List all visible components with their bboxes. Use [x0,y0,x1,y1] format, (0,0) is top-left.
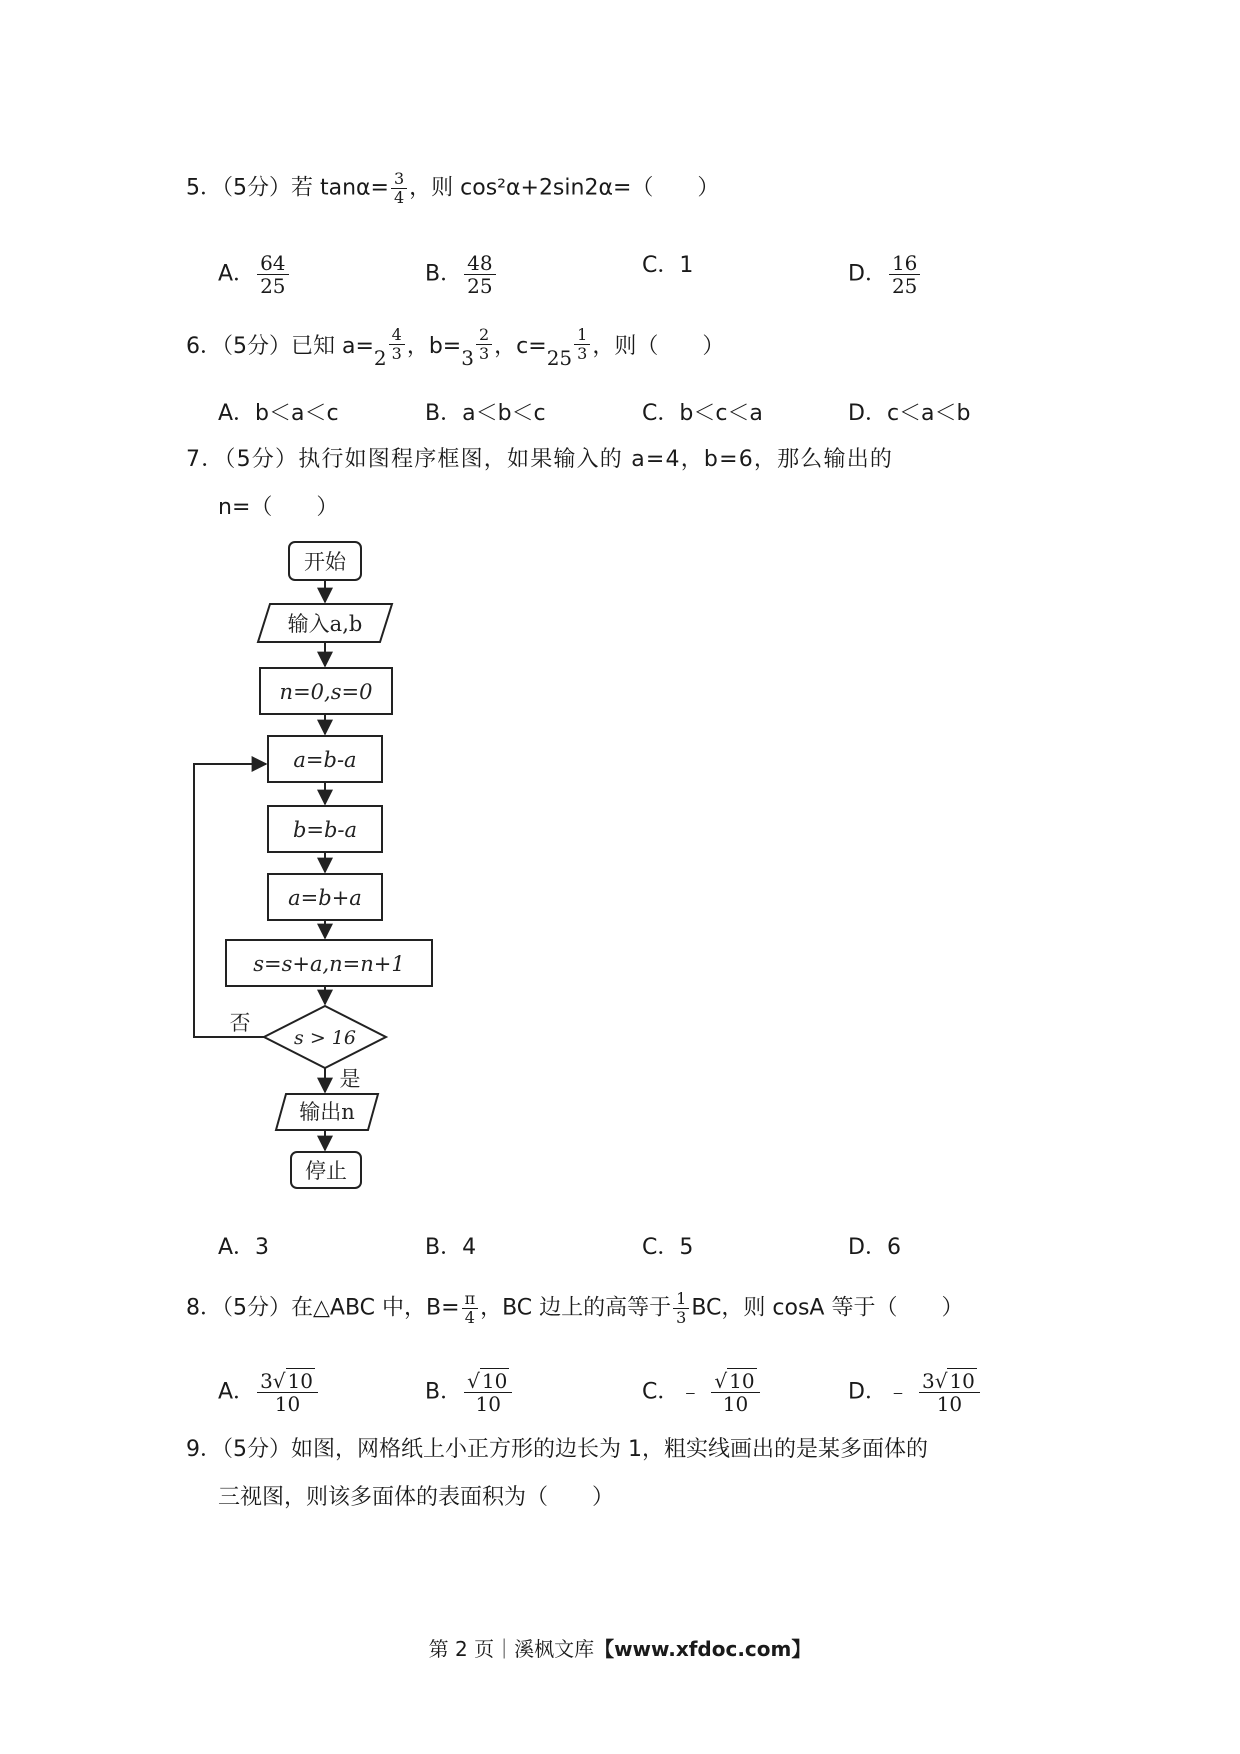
flowchart-input-label: 输入a,b [287,612,363,636]
q8-height-fraction: $\frac{1}{3}$ [673,1290,689,1327]
q8-b-fraction: $\frac{\pi}{4}$ [462,1290,479,1327]
flowchart-output-label: 输出n [299,1100,355,1124]
flowchart-loop-back-line [194,764,266,1037]
q5-option-d-fraction: $\frac{16}{25}$ [889,252,920,297]
q7-option-a: A．3 [218,1235,270,1260]
q8-option-b-fraction: $\frac{√ 10}{10}$ [464,1370,512,1415]
question-7-line-2: n=（ ） [218,495,339,520]
q7-option-b: B．4 [425,1235,477,1260]
q6-a-power: 2 $\frac{4}{3}$ [374,332,407,369]
q5-option-a: A． $\frac{64}{25}$ [218,252,291,297]
question-9-line-1: 9．（5分）如图，网格纸上小正方形的边长为 1，粗实线画出的是某多面体的 [186,1437,928,1462]
q5-tan-fraction: $\frac{3}{4}$ [391,170,407,207]
flowchart-step3-label: a=b+a [288,886,362,910]
q8-option-c-fraction: $\frac{√ 10}{10}$ [711,1370,759,1415]
flowchart-yes-label: 是 [339,1067,361,1091]
q7-option-c: C．5 [642,1235,694,1260]
q6-option-d: D．c＜a＜b [848,401,971,426]
q5-option-b-fraction: $\frac{48}{25}$ [464,252,495,297]
q5-option-a-fraction: $\frac{64}{25}$ [257,252,288,297]
question-9-line-2: 三视图，则该多面体的表面积为（ ） [218,1485,615,1510]
q5-option-b: B． $\frac{48}{25}$ [425,252,498,297]
q6-b-power: 3 $\frac{2}{3}$ [461,332,494,369]
q8-option-d-fraction: $\frac{3√ 10}{10}$ [919,1370,980,1415]
q6-option-a: A．b＜a＜c [218,401,339,426]
flowchart-stop-label: 停止 [305,1159,347,1183]
flowchart-condition-label: s > 16 [294,1027,356,1049]
q8-option-c: C．﹣ $\frac{√ 10}{10}$ [642,1370,762,1415]
q7-option-d: D．6 [848,1235,901,1260]
q5-option-d: D． $\frac{16}{25}$ [848,252,922,297]
question-7-line-1: 7．（5分）执行如图程序框图，如果输入的 a=4，b=6，那么输出的 [186,447,894,472]
q6-option-b: B．a＜b＜c [425,401,546,426]
question-8-stem: 8．（5分）在△ABC 中，B= $\frac{\pi}{4}$ ，BC 边上的高等于 $\frac{1}{3}$ BC，则 cosA 等于（ ） [186,1289,964,1327]
q5-stem-pre: 5．（5分）若 tanα= [186,175,389,201]
q8-option-a: A． $\frac{3√ 10}{10}$ [218,1370,320,1415]
q6-c-power: 25 $\frac{1}{3}$ [547,332,593,369]
flowchart-init-label: n=0,s=0 [279,680,373,704]
flowchart-step1-label: a=b-a [293,748,357,772]
flowchart-no-label: 否 [229,1011,251,1035]
flowchart-step4-label: s=s+a,n=n+1 [253,952,405,976]
question-6-stem: 6．（5分）已知 a=2 $\frac{4}{3}$ ，b=3 $\frac{2}{3}$ ，c=25 $\frac{1}{3}$ ，则（ ） [186,325,725,370]
flowchart-start-label: 开始 [304,550,346,574]
q5-stem-post: ，则 cos²α+2sin2α=（ ） [409,175,720,201]
q8-option-a-fraction: $\frac{3√ 10}{10}$ [257,1370,318,1415]
q8-option-d: D．﹣ $\frac{3√ 10}{10}$ [848,1370,982,1415]
page-footer [0,1636,1240,1662]
flowchart-step2-label: b=b-a [292,818,358,842]
q8-option-b: B． $\frac{√ 10}{10}$ [425,1370,514,1415]
footer-page-label: 第 2 页｜溪枫文库 [428,1637,595,1661]
q6-option-c: C．b＜c＜a [642,401,763,426]
footer-link[interactable]: 【www.xfdoc.com】 [594,1637,812,1661]
q5-option-c: C．1 [642,253,694,278]
